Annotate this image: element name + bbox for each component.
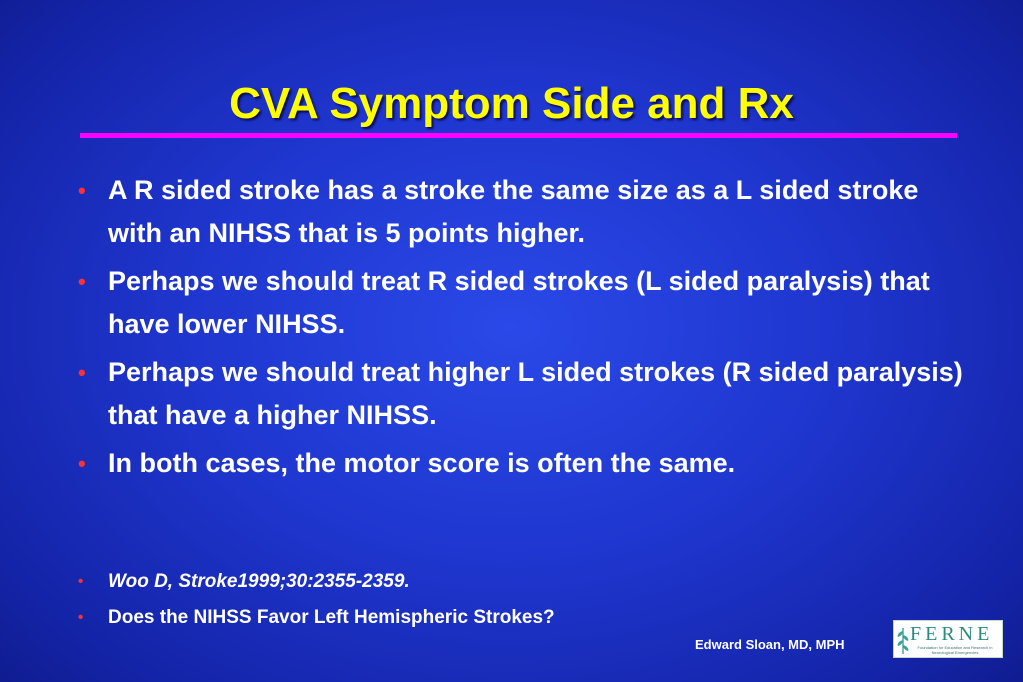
ferne-logo [893,620,1003,658]
bullet-item [78,442,978,485]
reference-question: Does the NIHSS Favor Left Hemispheric Strokes? [108,607,555,628]
slide-title: CVA Symptom Side and Rx [229,79,794,128]
bullet-dot-icon: • [78,609,84,626]
bullet-dot-icon: • [78,573,84,590]
bullet-item [78,169,978,255]
reference-list [78,564,878,636]
logo-subtitle: Foundation for Education and Research in Neurological Emergencies [917,645,993,655]
author-credit: Edward Sloan, MD, MPH [695,637,845,652]
bullet-text: Perhaps we should treat R sided strokes (L sided paralysis) that have lower NIHSS. [108,266,930,339]
bullet-dot-icon: • [78,451,86,476]
bullet-text: A R sided stroke has a stroke the same size as a L sided stroke with an NIHSS that is 5 points higher. [108,175,919,248]
bullet-item [78,260,978,346]
bullet-list [78,169,978,485]
bullet-dot-icon: • [78,360,86,385]
bullet-dot-icon: • [78,178,86,203]
bullet-text: Perhaps we should treat higher L sided strokes (R sided paralysis) that have a higher NIHSS. [108,357,963,430]
reference-item [78,600,878,636]
title-underline [80,133,957,138]
bullet-text: In both cases, the motor score is often the same. [108,448,736,478]
bullet-item [78,351,978,437]
reference-citation: Woo D, Stroke1999;30:2355-2359. [108,571,410,592]
reference-item [78,564,878,600]
logo-word: FERNE [910,623,994,645]
bullet-dot-icon: • [78,269,86,294]
leaf-icon [896,625,910,655]
